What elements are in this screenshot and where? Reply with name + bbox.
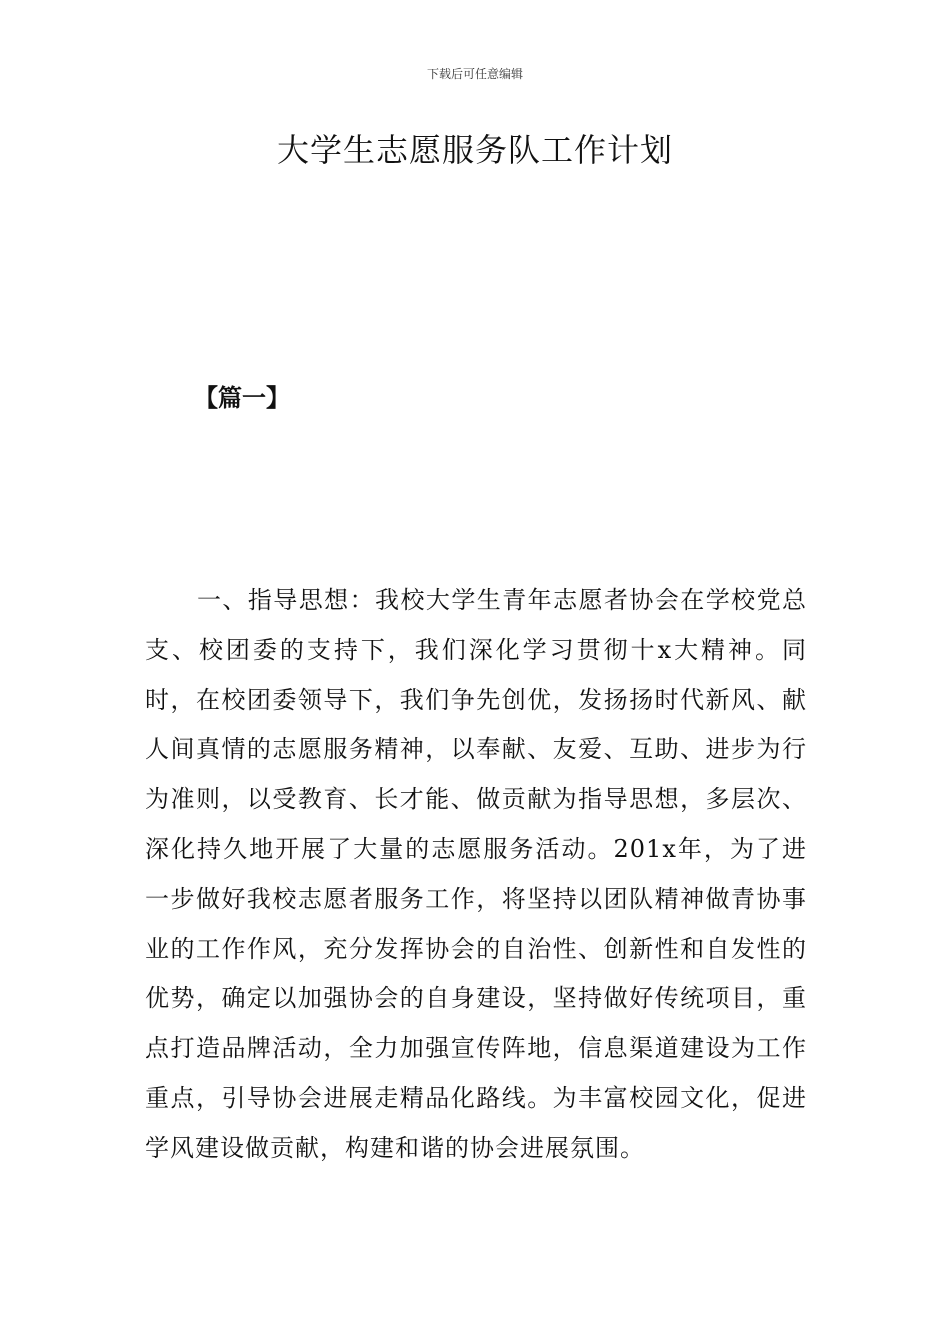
header-note: 下载后可任意编辑 [426, 67, 523, 81]
body-paragraph: 一、指导思想：我校大学生青年志愿者协会在学校党总支、校团委的支持下，我们深化学习贯彻十x大精神。同时，在校团委领导下，我们争先创优，发扬扬时代新风、献人间真情的志愿服务精神，以奉献、友爱、互助、进步为行为准则，以受教育、长才能、做贡献为指导思想，多层次、深化持久地开展了大量的志愿服务活动。201x年，为了进一步做好我校志愿者服务工作，将坚持以团队精神做青协事业的工作作风，充分发挥协会的自治性、创新性和自发性的优势，确定以加强协会的自身建设，坚持做好传统项目，重点打造品牌活动，全力加强宣传阵地，信息渠道建设为工作重点，引导协会进展走精品化路线。为丰富校园文化，促进学风建设做贡献，构建和谐的协会进展氛围。 [145, 586, 807, 1162]
document-title: 大学生志愿服务队工作计划 [276, 131, 673, 169]
section-label: 【篇一】 [194, 384, 290, 412]
